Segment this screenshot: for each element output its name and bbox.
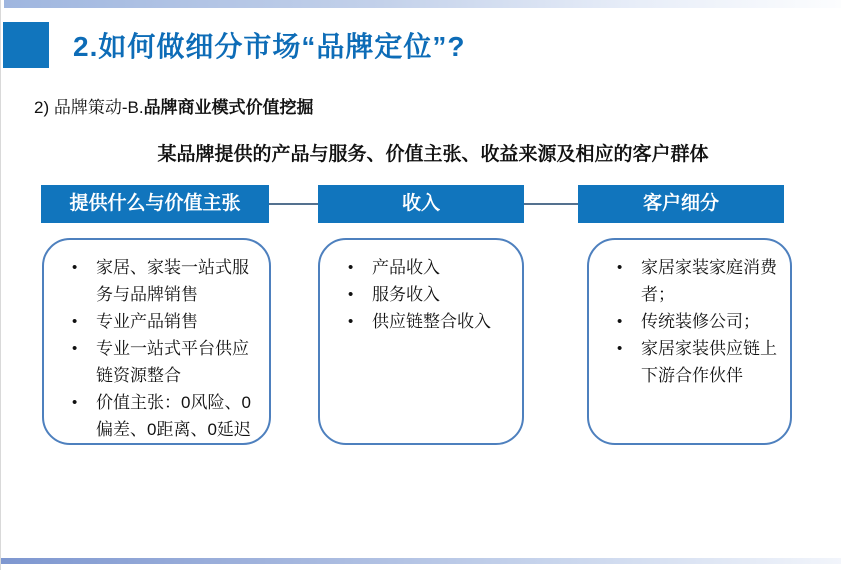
title-row xyxy=(3,22,465,68)
list-item: • 专业一站式平台供应链资源整合 xyxy=(70,335,263,389)
subtitle-bold-text: 品牌商业模式价值挖掘 xyxy=(143,98,314,117)
bullet-list-customer-segments xyxy=(615,254,784,389)
content-box-customer-segments xyxy=(587,238,792,445)
slide-subtitle xyxy=(34,93,314,118)
content-box-offer-value xyxy=(42,238,271,445)
slide-title: 2.如何做细分市场“品牌定位”? xyxy=(73,31,466,62)
list-item: • 供应链整合收入 xyxy=(346,308,516,335)
bullet-list-revenue xyxy=(346,254,516,335)
list-item: • 产品收入 xyxy=(346,254,516,281)
list-item: • 服务收入 xyxy=(346,281,516,308)
title-accent-square xyxy=(3,22,49,68)
bullet-list-offer-value xyxy=(70,254,263,443)
header-box-offer-value: 提供什么与价值主张 xyxy=(41,185,269,223)
subtitle-prefix: 2) 品牌策动-B. xyxy=(34,98,144,117)
list-item: • 价值主张：0风险、0偏差、0距离、0延迟 xyxy=(70,389,263,443)
connector-line-1 xyxy=(269,203,318,205)
list-item: • 传统装修公司； xyxy=(615,308,784,335)
list-item: • 家居、家装一站式服务与品牌销售 xyxy=(70,254,263,308)
header-box-customer-segments: 客户细分 xyxy=(578,185,784,223)
list-item: • 家居家装供应链上下游合作伙伴 xyxy=(615,335,784,389)
connector-line-2 xyxy=(524,203,578,205)
bottom-accent-strip xyxy=(1,558,841,564)
header-box-revenue: 收入 xyxy=(318,185,524,223)
content-box-revenue xyxy=(318,238,524,445)
list-item: • 专业产品销售 xyxy=(70,308,263,335)
top-accent-strip xyxy=(4,0,841,8)
list-item: • 家居家装家庭消费者； xyxy=(615,254,784,308)
section-heading: 某品牌提供的产品与服务、价值主张、收益来源及相应的客户群体 xyxy=(157,144,709,165)
